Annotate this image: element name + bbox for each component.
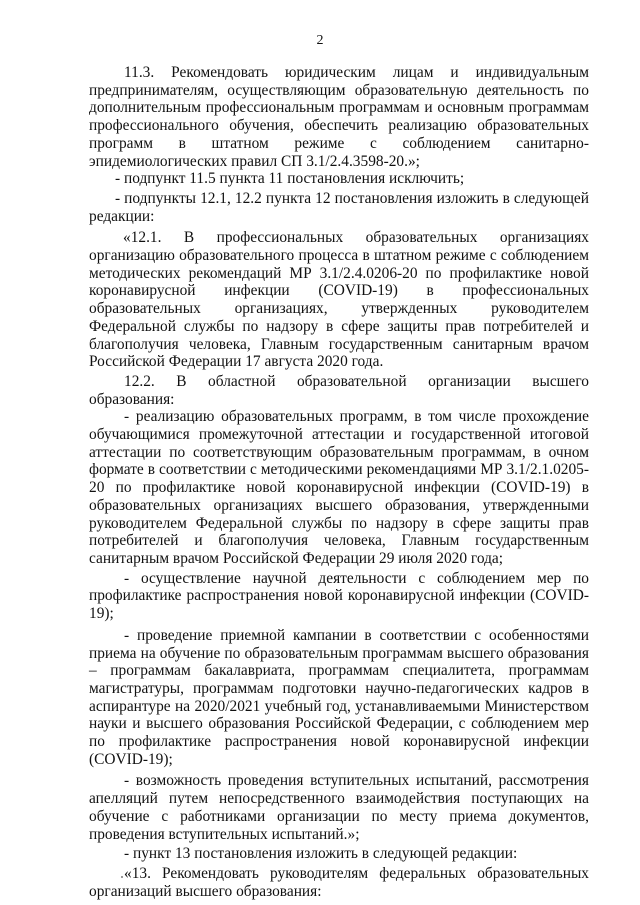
paragraph-amend-13: - пункт 13 постановления изложить в следующей редакции:	[124, 845, 518, 863]
page-number: 2	[316, 33, 324, 48]
paragraph-education-programs: - реализацию образовательных программ, в том числе прохождение обучающимися промежуточной аттестации и государственной итоговой аттестации по соответствующим образовательным программам, в очном формате в соответствии с методическими рекомендациями МР 3.1/2.1.0205-20 по профилактике новой коронавирусной инфекции (COVID-19) в образовательных организациях высшего образования, утвержденными руководителем Федеральной службы по надзору в сфере защиты прав потребителей и благополучия человека, Главным государственным санитарным врачом Российской Федерации 29 июля 2020 года;	[89, 408, 589, 567]
paragraph-13: «13. Рекомендовать руководителям федеральных образовательных организаций высшего образования:	[89, 864, 589, 900]
paragraph-admission-campaign: - проведение приемной кампании в соответствии с особенностями приема на обучение по образовательным программам высшего образования – программам бакалавриата, программам специалитета, программам магистратуры, программам подготовки научно-педагогических кадров в аспирантуре на 2020/2021 учебный год, устанавливаемыми Министерством науки и высшего образования Российской Федерации, с соблюдением мер по профилактике распространения новой коронавирусной инфекции (COVID-19);	[89, 626, 589, 768]
paragraph-11-3: 11.3. Рекомендовать юридическим лицам и индивидуальным предпринимателям, осуществляющим образовательную деятельность по дополнительным профессиональным программам и основным программам профессионального обучения, обеспечить реализацию образовательных программ в штатном режиме с соблюдением санитарно-эпидемиологических правил СП 3.1/2.4.3598-20.»;	[89, 64, 589, 170]
paragraph-scientific-activity: - осуществление научной деятельности с соблюдением мер по профилактике распространения новой коронавирусной инфекции (COVID-19);	[89, 569, 589, 623]
paragraph-entrance-exams: - возможность проведения вступительных испытаний, рассмотрения апелляций путем непосредственного взаимодействия поступающих на обучение с работниками организации по месту приема документов, проведения вступительных испытаний.»;	[89, 772, 589, 843]
paragraph-amend-12: - подпункты 12.1, 12.2 пункта 12 постановления изложить в следующей редакции:	[89, 189, 589, 225]
document-body	[89, 64, 589, 900]
scan-speck	[121, 876, 123, 878]
paragraph-12-2: 12.2. В областной образовательной организации высшего образования:	[89, 372, 589, 408]
paragraph-exclude-11-5: - подпункт 11.5 пункта 11 постановления исключить;	[115, 170, 465, 188]
paragraph-12-1: «12.1. В профессиональных образовательных организациях организацию образовательного процесса в штатном режиме с соблюдением методических рекомендаций МР 3.1/2.4.0206-20 по профилактике новой коронавирусной инфекции (COVID-19) в профессиональных образовательных организациях, утвержденных руководителем Федеральной службы по надзору в сфере защиты прав потребителей и благополучия человека, Главным государственным санитарным врачом Российской Федерации 17 августа 2020 года.	[89, 229, 589, 371]
